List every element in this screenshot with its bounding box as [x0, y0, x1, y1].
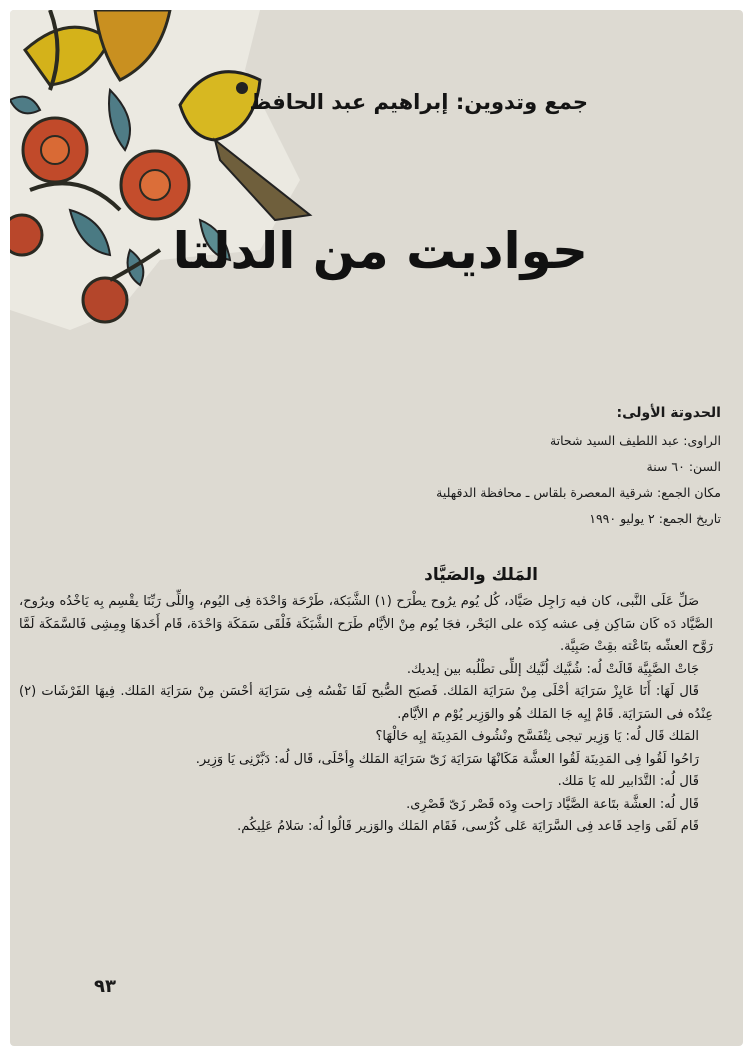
story-paragraph: قَام لَقَى وَاحِد قَاعد فِى السَّرَايَة عَلى كُرْسى، فَقَام المَلك والوَزير قَالُوا لُه: سَلامُ عَلِيكُم.	[237, 819, 699, 834]
story-heading: الحدوتة الأولى:	[616, 405, 721, 421]
story-section	[19, 565, 713, 839]
meta-age: السن: ٦٠ سنة	[646, 459, 721, 474]
meta-narrator: الراوى: عبد اللطيف السيد شحاتة	[549, 433, 721, 448]
story-paragraph: قَال لُه: العشَّة بتَاعة الصَّيَّاد رَاحت وِدَه قَصْر زَىّ قَصْرِى.	[406, 796, 699, 812]
book-title: حواديت من الدلتا	[172, 222, 588, 280]
page-number: ٩٣	[94, 976, 116, 997]
story-title: المَلك والصَيَّاد	[424, 565, 538, 585]
meta-place: مكان الجمع: شرقية المعصرة بلقاس ـ محافظة الدقهلية	[436, 485, 721, 500]
story-metadata	[241, 405, 721, 535]
story-paragraph: قَال لُه: التَّدَابير لله يَا مَلك.	[557, 774, 699, 789]
story-paragraph: المَلك قَال لُه: يَا وَزِير تيجى نِتْفَسَّح ونْشُوف المَدِينَة إيِه حَالْهَا؟	[375, 729, 699, 744]
story-paragraph: قَال لَهَا: أَنَا عَايِزْ سَرَايَة أحْلَى مِنْ سَرَايَة المَلك. فَصبَح الصُّبح لَقَا نَفْسُه فِى سَرَايَة أحْسَن مِنْ سَرَايَة المَلك. فِيهَا الفَرْشَات (٢) عِنْدُه فى السَرَايَة. قَامْ إيِه جَا المَلك هُو والوَزِير يُوْم م الأيَّام.	[19, 684, 713, 722]
meta-date: تاريخ الجمع: ٢ يوليو ١٩٩٠	[589, 511, 721, 526]
story-paragraph: رَاحُوا لَقُوا فِى المَدِينَة لَقُوا العشَّة مَكَانْهَا سَرَايَة زَىّ سَرَايَة المَلك وِأحْلَى، قَال لُه: دَبَّرْنِى يَا وَزِير.	[195, 751, 699, 767]
story-paragraph: صَلِّ عَلَى النَّبى، كان فيه رَاجِل صَيَّاد، كُل يُوم يرُوح يطْرَح (١) الشَّبَكة، طَرْحَة وَاحْدَة فِى اليُوم، وِاللِّى رَبِّنَا يقْسِم بِه يَاخْدُه ويرُوح، الصَّيَّاد دَه كَان سَاكِن فِى عشه كِدَه على البَحْر، فجَا يُوم مِنْ الأيَّام طَرَح الشَّبَكَة فَلْقَى سَمَكَة وَاحْدَة، قَام أَخَدهَا وِمِشِى فَالسَّمَكَة لَمَّا رَوَّح العشّه بتَاعْته بقِتْ صَبِيَّة.	[19, 594, 713, 654]
book-page	[10, 10, 743, 1046]
story-paragraph: جَاتْ الصَّبِيَّة قَالَتْ لُه: شُبَّيك لُبَّيك إللِّى تطْلُبه بين إيديك.	[406, 661, 699, 677]
author-credit: جمع وتدوين: إبراهيم عبد الحافظ	[249, 90, 588, 114]
floral-bird-illustration	[10, 10, 330, 340]
